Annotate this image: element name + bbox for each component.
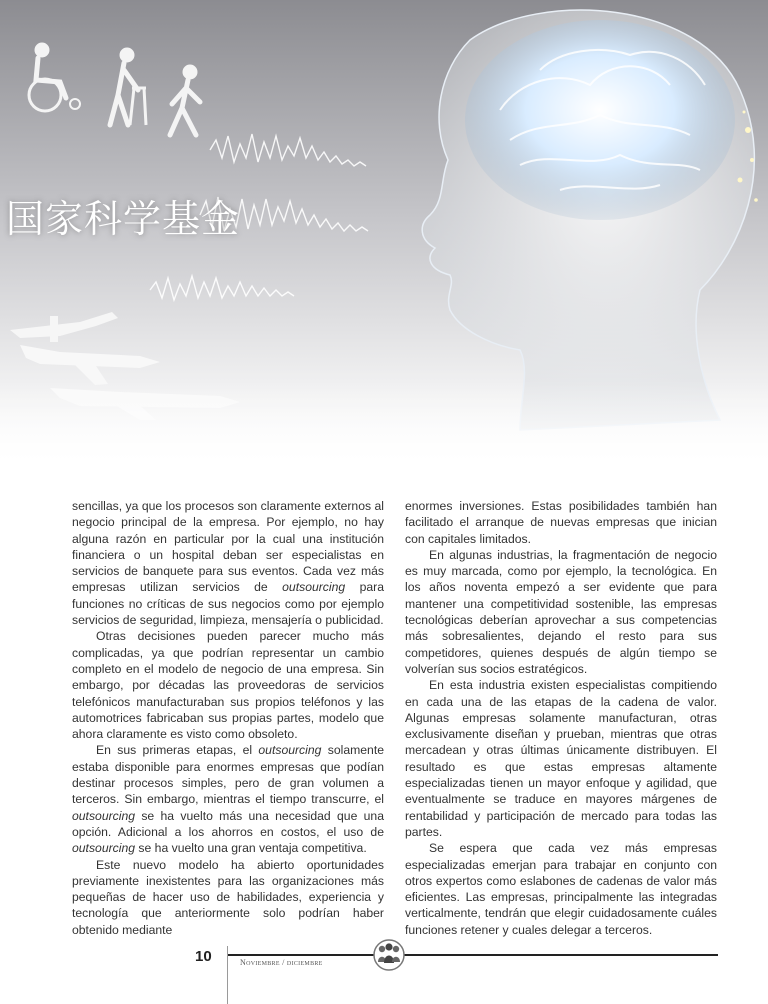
article-left-column [72,498,384,938]
italic-term: outsourcing [72,808,136,823]
footer-rule [228,954,718,956]
people-group-logo-icon [372,938,406,972]
text-run: En algunas industrias, la fragmentación de negocio es muy marcada, como por ejemplo, la tecnológica. En los años noventa empezó a ser evidente que para mantener una competitividad sostenible, las empresas tecnológicas deberían aprovechar a sus competencias más sobresalientes, dejando el resto para sus competidores, quienes después de algún tiempo se volverían sus socios estratégicos. [405,547,717,676]
text-run: Este nuevo modelo ha abierto oportunidades previamente inexistentes para las organizaciones más pequeñas de hacer uso de habilidades, experiencia y tecnología que anteriormente solo podrían haber obtenido mediante [72,857,384,937]
issue-date-label: Noviembre / diciembre [240,958,323,967]
article-right-column [405,498,717,938]
article-paragraph [72,857,384,938]
article-paragraph [405,677,717,840]
text-run: para funciones no críticas de sus negocios como por ejemplo servicios de seguridad, limpieza, mensajería o publicidad. [72,580,384,628]
article-paragraph [405,840,717,938]
text-run: se ha vuelto más una necesidad que una opción. Adicional a los ahorros en costos, el uso de [72,808,384,839]
banner-title: 国家科学基金 [6,197,241,241]
italic-term: outsourcing [282,580,346,595]
text-run: Otras decisiones pueden parecer mucho más complicadas, ya que podrían representar un cambio completo en el modelo de negocio de una empresa. Sin embargo, por décadas las proveedoras de servicios telefónicos manufacturaban sus propios teléfonos y las automotrices fabricaban sus propias partes, modelo que ahora claramente es visto como obsoleto. [72,629,384,742]
article-paragraph [72,628,384,742]
article-paragraph [72,742,384,856]
text-run: sencillas, ya que los procesos son claramente externos al negocio principal de la empresa. Por ejemplo, no hay alguna razón en particular por la cual una institución financiera o un hospital deban ser especialistas en servicios de banquete para sus eventos. Cada vez más empresas utilizan servicios de [72,499,384,595]
text-run: En esta industria existen especialistas compitiendo en cada una de las etapas de la cadena de valor. Algunas empresas solamente manufacturan, otras exclusivamente diseñan y prueban, mientras que otras mercadean y otras últimas únicamente distribuyen. El resultado es que estas empresas altamente especializadas tienen un mayor enfoque y agilidad, que eventualmente se traduce en mayores márgenes de rentabilidad y participación de mercado para todas las partes. [405,678,717,839]
text-run: enormes inversiones. Estas posibilidades también han facilitado el arranque de nuevas empresas que inician con capitales limitados. [405,499,717,546]
text-run: se ha vuelto una gran ventaja competitiva. [135,841,367,856]
article-paragraph [72,498,384,628]
italic-term: outsourcing [258,743,322,758]
italic-term: outsourcing [72,841,136,856]
text-run: solamente estaba disponible para enormes empresas que podían destinar procesos simples, pero de gran volumen a terceros. Sin embargo, mientras el tiempo transcurre, el [72,743,384,807]
article-paragraph [405,547,717,677]
text-run: Se espera que cada vez más empresas especializadas emerjan para trabajar en conjunto con otros expertos como eslabones de cadenas de valor más eficientes. Las empresas, principalmente las integradas verticalmente, tendrán que elegir cuidadosamente cuáles funciones retener y cuales delegar a terceros. [405,841,717,937]
page-number: 10 [195,948,212,965]
hero-illustration [0,0,768,470]
text-run: En sus primeras etapas, el [96,743,259,758]
article-paragraph [405,498,717,547]
